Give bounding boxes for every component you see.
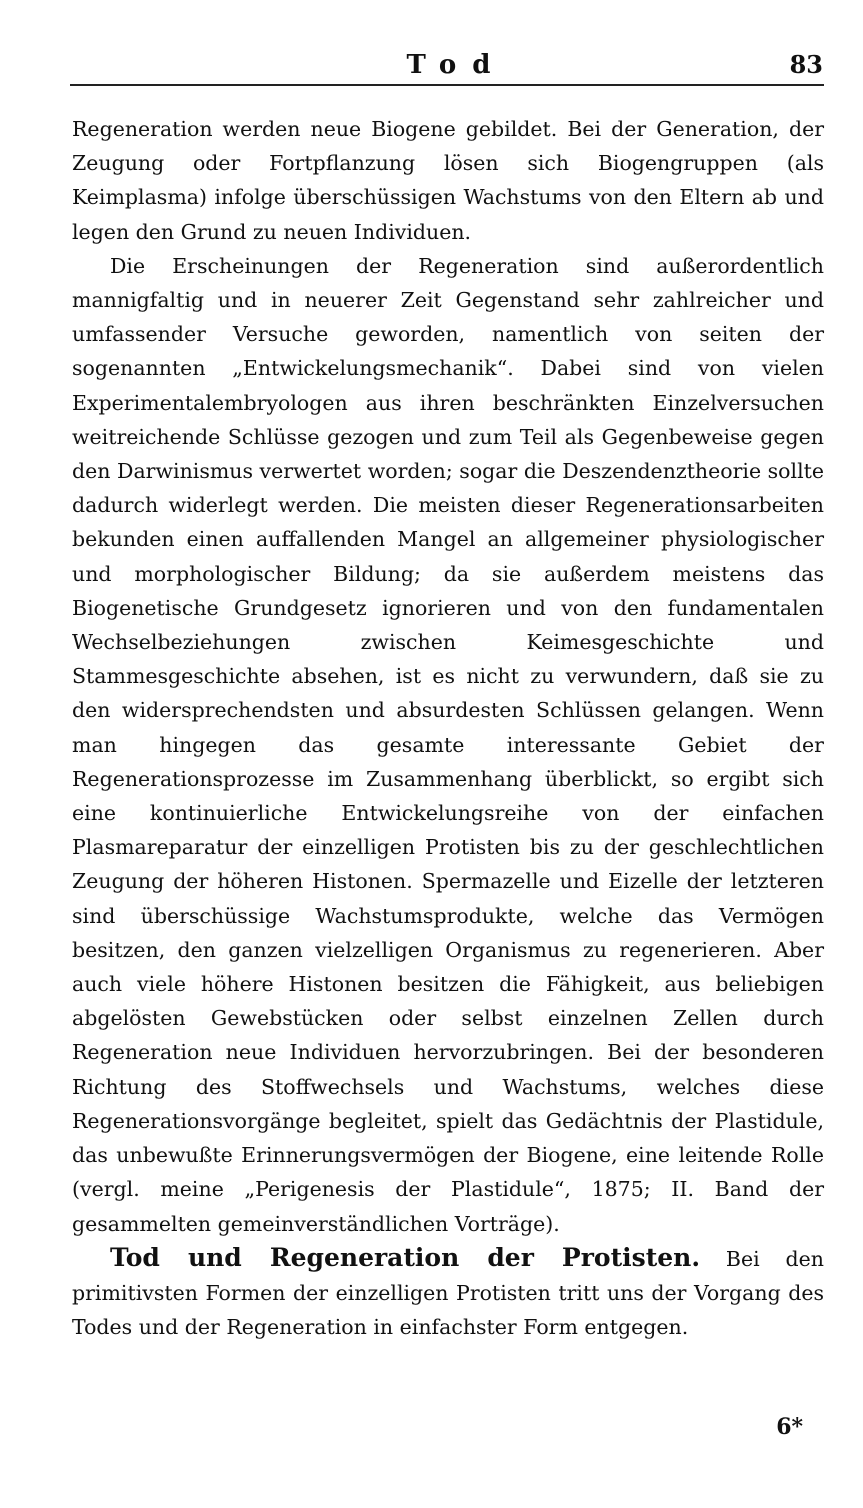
header-rule	[70, 84, 824, 86]
paragraph-protists-text: Bei den primitivsten Formen der einzelligen Protisten tritt uns der Vorgang des Todes und der Regeneration in einfachster Form entgegen.	[72, 1246, 824, 1340]
running-head-title: Tod	[406, 50, 507, 80]
page-number: 83	[789, 50, 823, 79]
signature-mark: 6*	[776, 1414, 803, 1440]
section-heading: Tod und Regeneration der Protisten.	[110, 1242, 701, 1272]
body-text	[72, 112, 824, 1344]
paragraph-regeneration: Die Erscheinungen der Regeneration sind außerordentlich mannigfaltig und in neuerer Zeit Gegenstand sehr zahlreicher und umfassender Versuche geworden, namentlich von seiten der sogenannten „Entwickelungsmechanik“. Dabei sind von vielen Experimentalembryologen aus ihren beschränkten Einzelversuchen weitreichende Schlüsse gezogen und zum Teil als Gegenbeweise gegen den Darwinismus verwertet worden; sogar die Deszendenztheorie sollte dadurch widerlegt werden. Die meisten dieser Regenerationsarbeiten bekunden einen auffallenden Mangel an allgemeiner physiologischer und morphologischer Bildung; da sie außerdem meistens das Biogenetische Grundgesetz ignorieren und von den fundamentalen Wechselbeziehungen zwischen Keimesgeschichte und Stammesgeschichte absehen, ist es nicht zu verwundern, daß sie zu den widersprechendsten und absurdesten Schlüssen gelangen. Wenn man hingegen das gesamte interessante Gebiet der Regenerationsprozesse im Zusammenhang überblickt, so ergibt sich eine kontinuierliche Entwickelungsreihe von der einfachen Plasmareparatur der einzelligen Protisten bis zu der geschlechtlichen Zeugung der höheren Histonen. Spermazelle und Eizelle der letzteren sind überschüssige Wachstumsprodukte, welche das Vermögen besitzen, den ganzen vielzelligen Organismus zu regenerieren. Aber auch viele höhere Histonen besitzen die Fähigkeit, aus beliebigen abgelösten Gewebstücken oder selbst einzelnen Zellen durch Regeneration neue Individuen hervorzubringen. Bei der besonderen Richtung des Stoffwechsels und Wachstums, welches diese Regenerationsvorgänge begleitet, spielt das Gedächtnis der Plastidule, das unbewußte Erinnerungsvermögen der Biogene, eine leitende Rolle (vergl. meine „Perigenesis der Plastidule“, 1875; II. Band der gesammelten gemeinverständlichen Vorträge).	[72, 253, 824, 1236]
paragraph-continuation: Regeneration werden neue Biogene gebildet. Bei der Generation, der Zeugung oder Fortpflanzung lösen sich Biogengruppen (als Keimplasma) infolge überschüssigen Wachstums von den Eltern ab und legen den Grund zu neuen Individuen.	[72, 117, 824, 244]
paragraph-protists	[72, 1241, 824, 1345]
running-head	[72, 50, 825, 84]
